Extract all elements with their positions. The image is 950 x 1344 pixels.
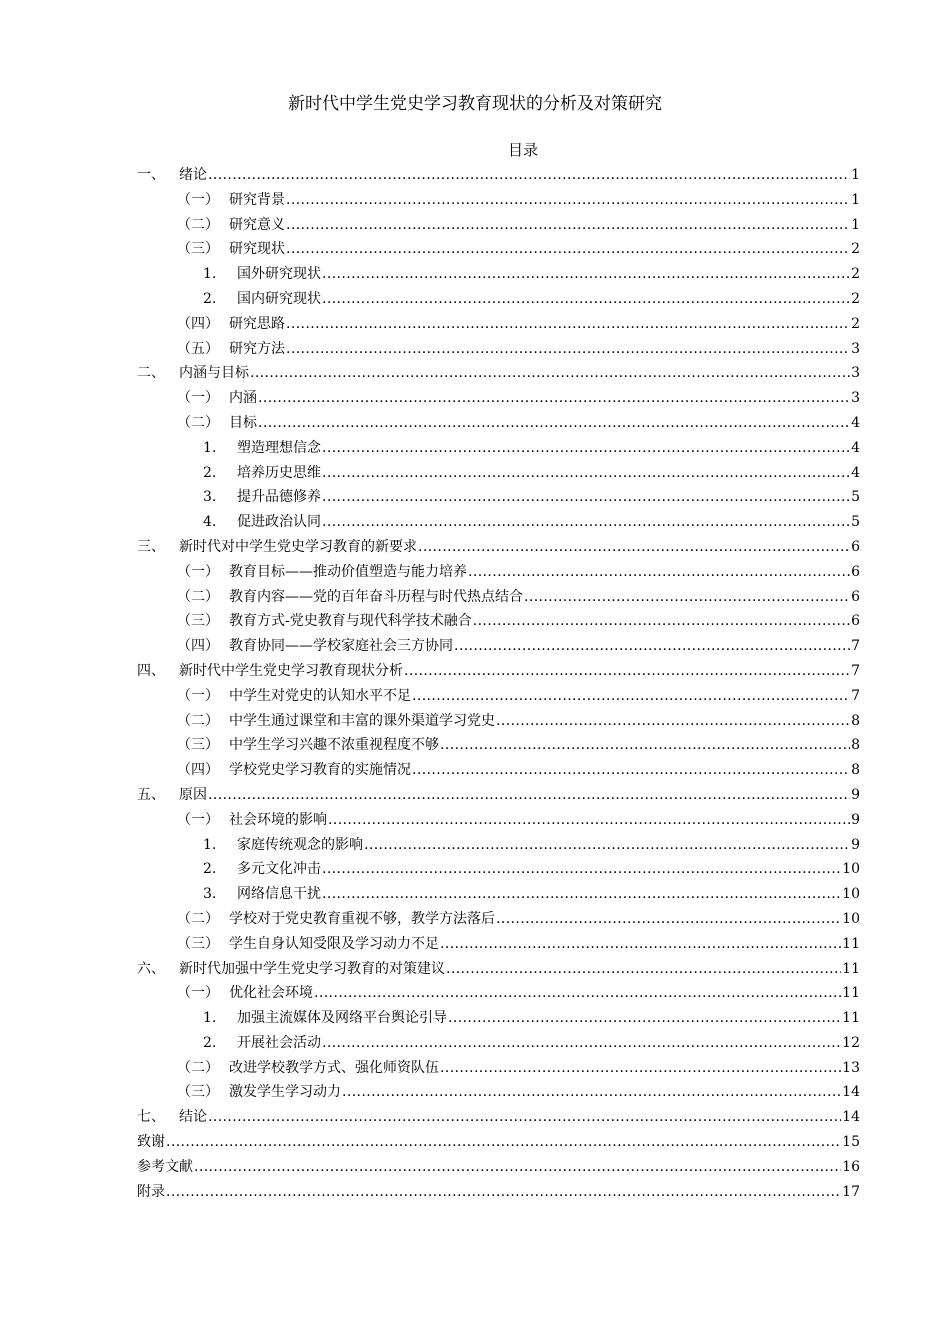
toc-entry-label: 目标 (229, 414, 257, 431)
toc-entry-number: （一） (177, 811, 219, 828)
toc-entry[interactable] (137, 634, 860, 659)
toc-entry-page-number: 11 (842, 985, 860, 1002)
toc-entry[interactable] (137, 560, 860, 585)
toc-entry-label: 加强主流媒体及网络平台舆论引导 (237, 1010, 447, 1027)
toc-dot-leader (194, 1155, 841, 1180)
toc-entry-label: 塑造理想信念 (237, 439, 321, 456)
toc-entry-number: （四） (177, 638, 219, 655)
toc-entry-number: （一） (177, 390, 219, 407)
toc-dot-leader (446, 957, 841, 982)
toc-entry-page-number: 1 (851, 167, 860, 183)
toc-entry[interactable] (137, 163, 860, 188)
toc-entry[interactable] (137, 783, 860, 808)
toc-entry[interactable] (137, 857, 860, 882)
toc-entry-page-number: 5 (851, 514, 860, 531)
toc-entry-number: 四、 (137, 662, 165, 679)
toc-entry-label: 研究方法 (229, 340, 285, 357)
toc-dot-leader (286, 312, 850, 337)
toc-entry-label: 新时代加强中学生党史学习教育的对策建议 (179, 960, 445, 977)
toc-entry-number: 3. (203, 886, 217, 903)
toc-entry[interactable] (137, 1105, 860, 1130)
toc-entry-page-number: 4 (851, 464, 860, 481)
toc-entry-page-number: 1 (851, 191, 860, 208)
toc-dot-leader (322, 857, 841, 882)
toc-entry-label: 社会环境的影响 (229, 811, 327, 828)
toc-entry-page-number: 2 (851, 241, 860, 258)
toc-entry-page-number: 7 (851, 638, 860, 655)
toc-entry[interactable] (137, 188, 860, 213)
toc-dot-leader (286, 237, 850, 262)
toc-entry-page-number: 1 (851, 216, 860, 233)
toc-dot-leader (250, 361, 850, 386)
toc-entry-page-number: 10 (842, 910, 860, 927)
toc-entry[interactable] (137, 436, 860, 461)
toc-entry-page-number: 6 (851, 538, 860, 555)
toc-dot-leader (440, 932, 841, 957)
toc-entry-number: （三） (177, 935, 219, 952)
toc-entry-page-number: 6 (851, 613, 860, 630)
toc-entry-number: （三） (177, 737, 219, 754)
toc-entry-label: 激发学生学习动力 (229, 1084, 341, 1101)
toc-dot-leader (496, 709, 850, 734)
toc-entry-label: 促进政治认同 (237, 514, 321, 531)
toc-dot-leader (258, 411, 850, 436)
toc-entry[interactable] (137, 957, 860, 982)
toc-entry-page-number: 11 (842, 935, 860, 952)
toc-dot-leader (440, 733, 850, 758)
table-of-contents (137, 163, 860, 1204)
toc-entry-page-number: 14 (842, 1084, 860, 1101)
toc-entry-label: 内涵与目标 (179, 365, 249, 382)
toc-entry-label: 中学生通过课堂和丰富的课外渠道学习党史 (229, 712, 495, 729)
toc-entry-page-number: 10 (842, 886, 860, 903)
toc-entry-label: 学生自身认知受限及学习动力不足 (229, 935, 439, 952)
toc-entry-number: 二、 (137, 365, 165, 382)
toc-entry-label: 改进学校教学方式、强化师资队伍 (229, 1059, 439, 1076)
toc-entry[interactable] (137, 609, 860, 634)
toc-entry[interactable] (137, 461, 860, 486)
toc-entry-number: 1. (203, 439, 217, 456)
toc-entry-page-number: 4 (851, 414, 860, 431)
toc-entry-label: 教育方式-党史教育与现代科学技术融合 (229, 613, 472, 630)
toc-entry-number: （二） (177, 1059, 219, 1076)
toc-entry-label: 教育内容——党的百年奋斗历程与时代热点结合 (229, 588, 523, 605)
toc-entry[interactable] (137, 237, 860, 262)
document-title: 新时代中学生党史学习教育现状的分析及对策研究 (288, 94, 662, 114)
toc-dot-leader (412, 758, 850, 783)
toc-entry[interactable] (137, 882, 860, 907)
toc-entry-page-number: 7 (851, 662, 860, 679)
toc-entry[interactable] (137, 535, 860, 560)
toc-entry-label: 提升品德修养 (237, 489, 321, 506)
toc-dot-leader (322, 287, 850, 312)
toc-entry-number: （一） (177, 191, 219, 208)
toc-entry-label: 学校对于党史教育重视不够，教学方法落后 (229, 910, 495, 927)
toc-entry[interactable] (137, 213, 860, 238)
toc-entry-page-number: 16 (842, 1158, 860, 1175)
toc-entry[interactable] (137, 1155, 860, 1180)
toc-entry-label: 参考文献 (137, 1158, 193, 1175)
toc-entry-page-number: 2 (851, 266, 860, 283)
toc-entry-label: 新时代对中学生党史学习教育的新要求 (179, 538, 417, 555)
toc-entry-number: 七、 (137, 1109, 165, 1126)
toc-entry[interactable] (137, 833, 860, 858)
toc-dot-leader (322, 882, 841, 907)
toc-entry[interactable] (137, 1006, 860, 1031)
toc-heading: 目录 (507, 141, 538, 159)
toc-entry-page-number: 5 (851, 489, 860, 506)
toc-entry-number: （四） (177, 762, 219, 779)
toc-dot-leader (468, 560, 850, 585)
toc-entry-label: 国内研究现状 (237, 290, 321, 307)
toc-dot-leader (166, 1180, 841, 1205)
toc-entry-label: 原因 (179, 786, 207, 803)
toc-entry-page-number: 11 (842, 960, 860, 977)
toc-entry-label: 培养历史思维 (237, 464, 321, 481)
toc-entry-number: 1. (203, 836, 217, 853)
toc-entry-number: （四） (177, 315, 219, 332)
toc-entry-page-number: 15 (842, 1134, 860, 1151)
toc-entry-number: 五、 (137, 786, 165, 803)
toc-entry-label: 家庭传统观念的影响 (237, 836, 363, 853)
toc-entry-number: 2. (203, 1034, 217, 1051)
toc-dot-leader (412, 684, 850, 709)
toc-dot-leader (208, 783, 850, 808)
toc-entry-label: 开展社会活动 (237, 1034, 321, 1051)
toc-entry-page-number: 8 (851, 762, 860, 779)
toc-entry[interactable] (137, 312, 860, 337)
toc-dot-leader (286, 188, 850, 213)
toc-entry-number: 2. (203, 464, 217, 481)
toc-entry-label: 中学生对党史的认知水平不足 (229, 687, 411, 704)
toc-entry-number: 六、 (137, 960, 165, 977)
toc-entry-label: 致谢 (137, 1134, 165, 1151)
toc-entry[interactable] (137, 1130, 860, 1155)
toc-entry-number: 三、 (137, 538, 165, 555)
toc-entry-number: 4. (203, 514, 217, 531)
toc-entry-label: 学校党史学习教育的实施情况 (229, 762, 411, 779)
toc-entry-page-number: 2 (851, 315, 860, 332)
toc-dot-leader (286, 337, 850, 362)
toc-entry-page-number: 9 (851, 811, 860, 828)
toc-entry-number: （三） (177, 241, 219, 258)
toc-entry-page-number: 14 (842, 1109, 860, 1126)
toc-entry-page-number: 8 (851, 712, 860, 729)
toc-entry-number: （二） (177, 414, 219, 431)
toc-entry[interactable] (137, 585, 860, 610)
toc-entry-page-number: 2 (851, 290, 860, 307)
toc-entry-page-number: 8 (851, 737, 860, 754)
toc-entry[interactable] (137, 733, 860, 758)
toc-dot-leader (166, 1130, 841, 1155)
toc-entry[interactable] (137, 1180, 860, 1205)
toc-dot-leader (208, 1105, 841, 1130)
toc-entry-number: 1. (203, 1010, 217, 1027)
toc-entry-page-number: 7 (851, 687, 860, 704)
toc-entry-page-number: 12 (842, 1034, 860, 1051)
toc-entry-label: 绪论 (179, 167, 207, 183)
toc-entry-label: 多元文化冲击 (237, 861, 321, 878)
toc-entry-number: （二） (177, 588, 219, 605)
toc-entry-page-number: 9 (851, 836, 860, 853)
toc-dot-leader (524, 585, 850, 610)
toc-entry-label: 教育协同——学校家庭社会三方协同 (229, 638, 453, 655)
toc-entry[interactable] (137, 1056, 860, 1081)
toc-entry[interactable] (137, 411, 860, 436)
toc-entry-number: 3. (203, 489, 217, 506)
toc-entry-label: 新时代中学生党史学习教育现状分析 (179, 662, 403, 679)
toc-entry-number: 一、 (137, 167, 165, 183)
toc-entry[interactable] (137, 262, 860, 287)
toc-entry-number: （一） (177, 985, 219, 1002)
toc-dot-leader (473, 609, 850, 634)
toc-entry-page-number: 3 (851, 365, 860, 382)
toc-entry-number: （二） (177, 216, 219, 233)
toc-entry[interactable] (137, 361, 860, 386)
toc-entry[interactable] (137, 1031, 860, 1056)
toc-entry[interactable] (137, 684, 860, 709)
toc-entry-number: 2. (203, 290, 217, 307)
toc-entry-page-number: 17 (842, 1183, 860, 1200)
toc-entry-number: 1. (203, 266, 217, 283)
toc-dot-leader (322, 436, 850, 461)
toc-dot-leader (208, 163, 850, 188)
toc-entry[interactable] (137, 907, 860, 932)
toc-entry[interactable] (137, 758, 860, 783)
toc-entry[interactable] (137, 932, 860, 957)
toc-dot-leader (322, 510, 850, 535)
toc-dot-leader (454, 634, 850, 659)
toc-dot-leader (342, 1080, 841, 1105)
toc-entry-number: （二） (177, 712, 219, 729)
toc-entry-label: 教育目标——推动价值塑造与能力培养 (229, 563, 467, 580)
toc-dot-leader (328, 808, 850, 833)
toc-entry[interactable] (137, 287, 860, 312)
toc-dot-leader (418, 535, 850, 560)
toc-entry-label: 研究背景 (229, 191, 285, 208)
toc-entry-number: （三） (177, 613, 219, 630)
toc-entry-label: 研究现状 (229, 241, 285, 258)
toc-dot-leader (404, 659, 850, 684)
toc-entry-number: （二） (177, 910, 219, 927)
toc-entry-label: 研究意义 (229, 216, 285, 233)
toc-entry-label: 内涵 (229, 390, 257, 407)
toc-dot-leader (258, 386, 850, 411)
toc-dot-leader (322, 1031, 841, 1056)
toc-entry[interactable] (137, 1080, 860, 1105)
toc-entry-number: （三） (177, 1084, 219, 1101)
toc-entry-label: 网络信息干扰 (237, 886, 321, 903)
toc-entry-label: 优化社会环境 (229, 985, 313, 1002)
toc-dot-leader (314, 981, 841, 1006)
toc-entry-page-number: 6 (851, 588, 860, 605)
toc-dot-leader (440, 1056, 841, 1081)
toc-entry-page-number: 13 (842, 1059, 860, 1076)
toc-dot-leader (322, 461, 850, 486)
toc-entry-page-number: 10 (842, 861, 860, 878)
toc-heading-wrapper (0, 140, 950, 160)
toc-entry-number: （一） (177, 563, 219, 580)
toc-dot-leader (322, 262, 850, 287)
toc-dot-leader (286, 213, 850, 238)
toc-entry-number: （一） (177, 687, 219, 704)
toc-entry-page-number: 3 (851, 340, 860, 357)
toc-dot-leader (448, 1006, 841, 1031)
toc-entry-label: 结论 (179, 1109, 207, 1126)
toc-entry[interactable] (137, 510, 860, 535)
toc-entry[interactable] (137, 709, 860, 734)
toc-entry[interactable] (137, 337, 860, 362)
toc-entry-page-number: 4 (851, 439, 860, 456)
toc-entry-page-number: 3 (851, 390, 860, 407)
toc-entry[interactable] (137, 485, 860, 510)
toc-entry[interactable] (137, 808, 860, 833)
toc-entry-number: （五） (177, 340, 219, 357)
toc-dot-leader (322, 485, 850, 510)
toc-entry-label: 研究思路 (229, 315, 285, 332)
toc-entry[interactable] (137, 659, 860, 684)
toc-entry[interactable] (137, 981, 860, 1006)
toc-entry[interactable] (137, 386, 860, 411)
toc-entry-label: 国外研究现状 (237, 266, 321, 283)
toc-entry-number: 2. (203, 861, 217, 878)
toc-entry-label: 附录 (137, 1183, 165, 1200)
toc-entry-page-number: 6 (851, 563, 860, 580)
toc-entry-page-number: 9 (851, 786, 860, 803)
toc-dot-leader (496, 907, 841, 932)
toc-dot-leader (364, 833, 850, 858)
toc-entry-page-number: 11 (842, 1010, 860, 1027)
toc-entry-label: 中学生学习兴趣不浓重视程度不够 (229, 737, 439, 754)
